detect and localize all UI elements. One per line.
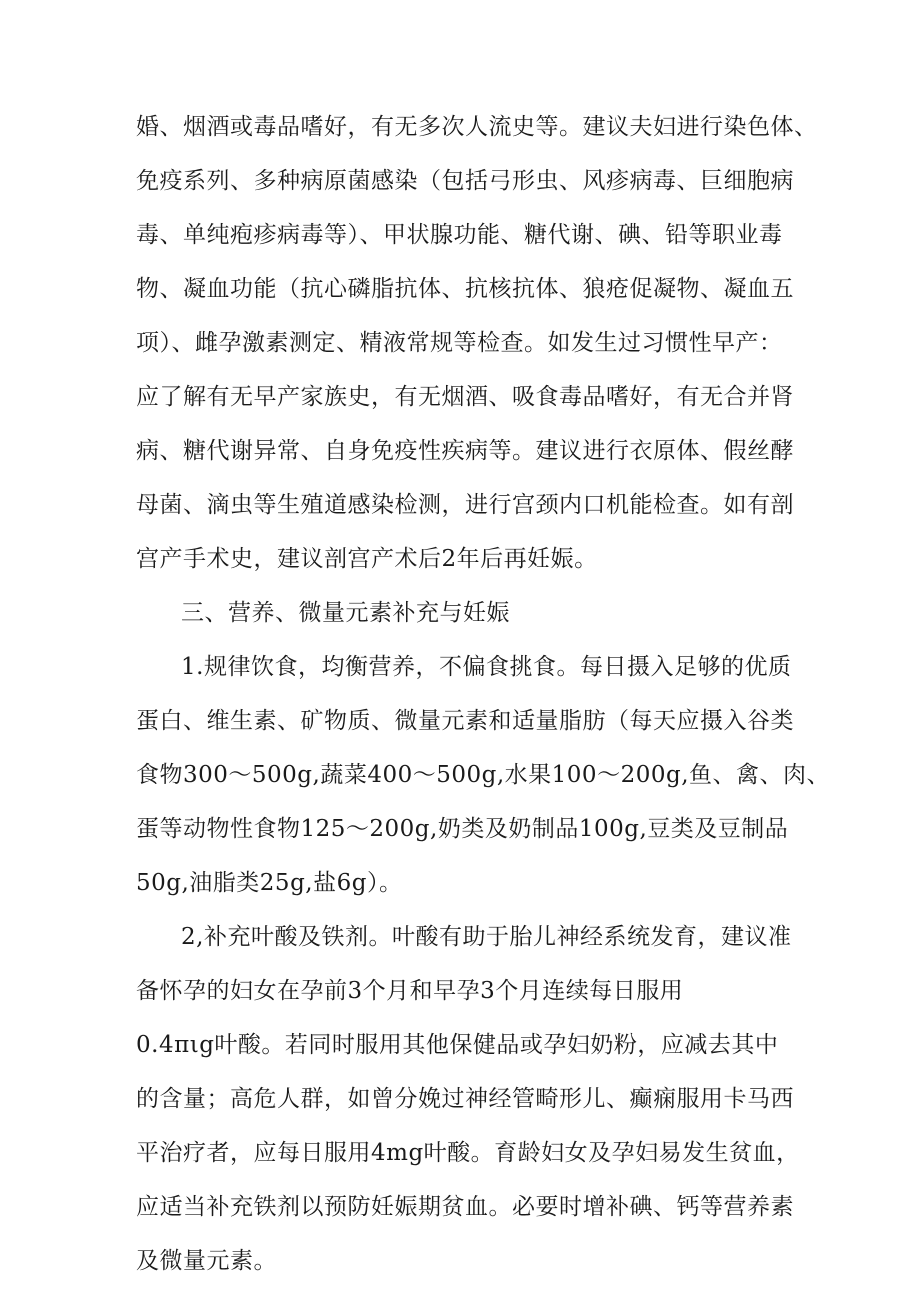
text-line: 50g,油脂类25g,盐6g）。 <box>136 870 403 896</box>
text-line: 的含量；高危人群，如曾分娩过神经管畸形儿、癫痫服用卡马西 <box>136 1086 794 1112</box>
text-line: 免疫系列、多种病原菌感染（包括弓形虫、风疹病毒、巨细胞病 <box>136 168 794 194</box>
text-line: 及微量元素。 <box>136 1248 277 1274</box>
text-line: 应适当补充铁剂以预防妊娠期贫血。必要时增补碘、钙等营养素 <box>136 1194 794 1220</box>
text-line: 应了解有无早产家族史，有无烟酒、吸食毒品嗜好，有无合并肾 <box>136 384 794 410</box>
text-line: 毒、单纯疱疹病毒等）、甲状腺功能、糖代谢、碘、铅等职业毒 <box>136 222 783 248</box>
text-line: 平治疗者，应每日服用4mg叶酸。育龄妇女及孕妇易发生贫血， <box>136 1140 800 1166</box>
section-heading: 三、营养、微量元素补充与妊娠 <box>181 600 510 626</box>
text-line: 食物300～500g,蔬菜400～500g,水果100～200g,鱼、禽、肉、 <box>136 762 831 788</box>
text-line: 2,补充叶酸及铁剂。叶酸有助于胎儿神经系统发育，建议准 <box>181 924 792 950</box>
text-line: 物、凝血功能（抗心磷脂抗体、抗核抗体、狼疮促凝物、凝血五 <box>136 276 794 302</box>
text-line: 母菌、滴虫等生殖道感染检测，进行宫颈内口机能检查。如有剖 <box>136 492 794 518</box>
text-line: 蛋白、维生素、矿物质、微量元素和适量脂肪（每天应摄入谷类 <box>136 708 794 734</box>
text-line: 宫产手术史，建议剖宫产术后2年后再妊娠。 <box>136 546 598 572</box>
text-line: 项）、雌孕激素测定、精液常规等检查。如发生过习惯性早产： <box>136 330 783 356</box>
text-line: 婚、烟酒或毒品嗜好，有无多次人流史等。建议夫妇进行染色体、 <box>136 114 818 140</box>
text-line: 1.规律饮食，均衡营养，不偏食挑食。每日摄入足够的优质 <box>181 654 792 680</box>
text-line: 备怀孕的妇女在孕前3个月和早孕3个月连续每日服用 <box>136 978 684 1004</box>
text-line: 病、糖代谢异常、自身免疫性疾病等。建议进行衣原体、假丝酵 <box>136 438 794 464</box>
text-line: 蛋等动物性食物125～200g,奶类及奶制品100g,豆类及豆制品 <box>136 816 789 842</box>
text-line: 0.4πιg叶酸。若同时服用其他保健品或孕妇奶粉，应减去其中 <box>136 1032 779 1058</box>
